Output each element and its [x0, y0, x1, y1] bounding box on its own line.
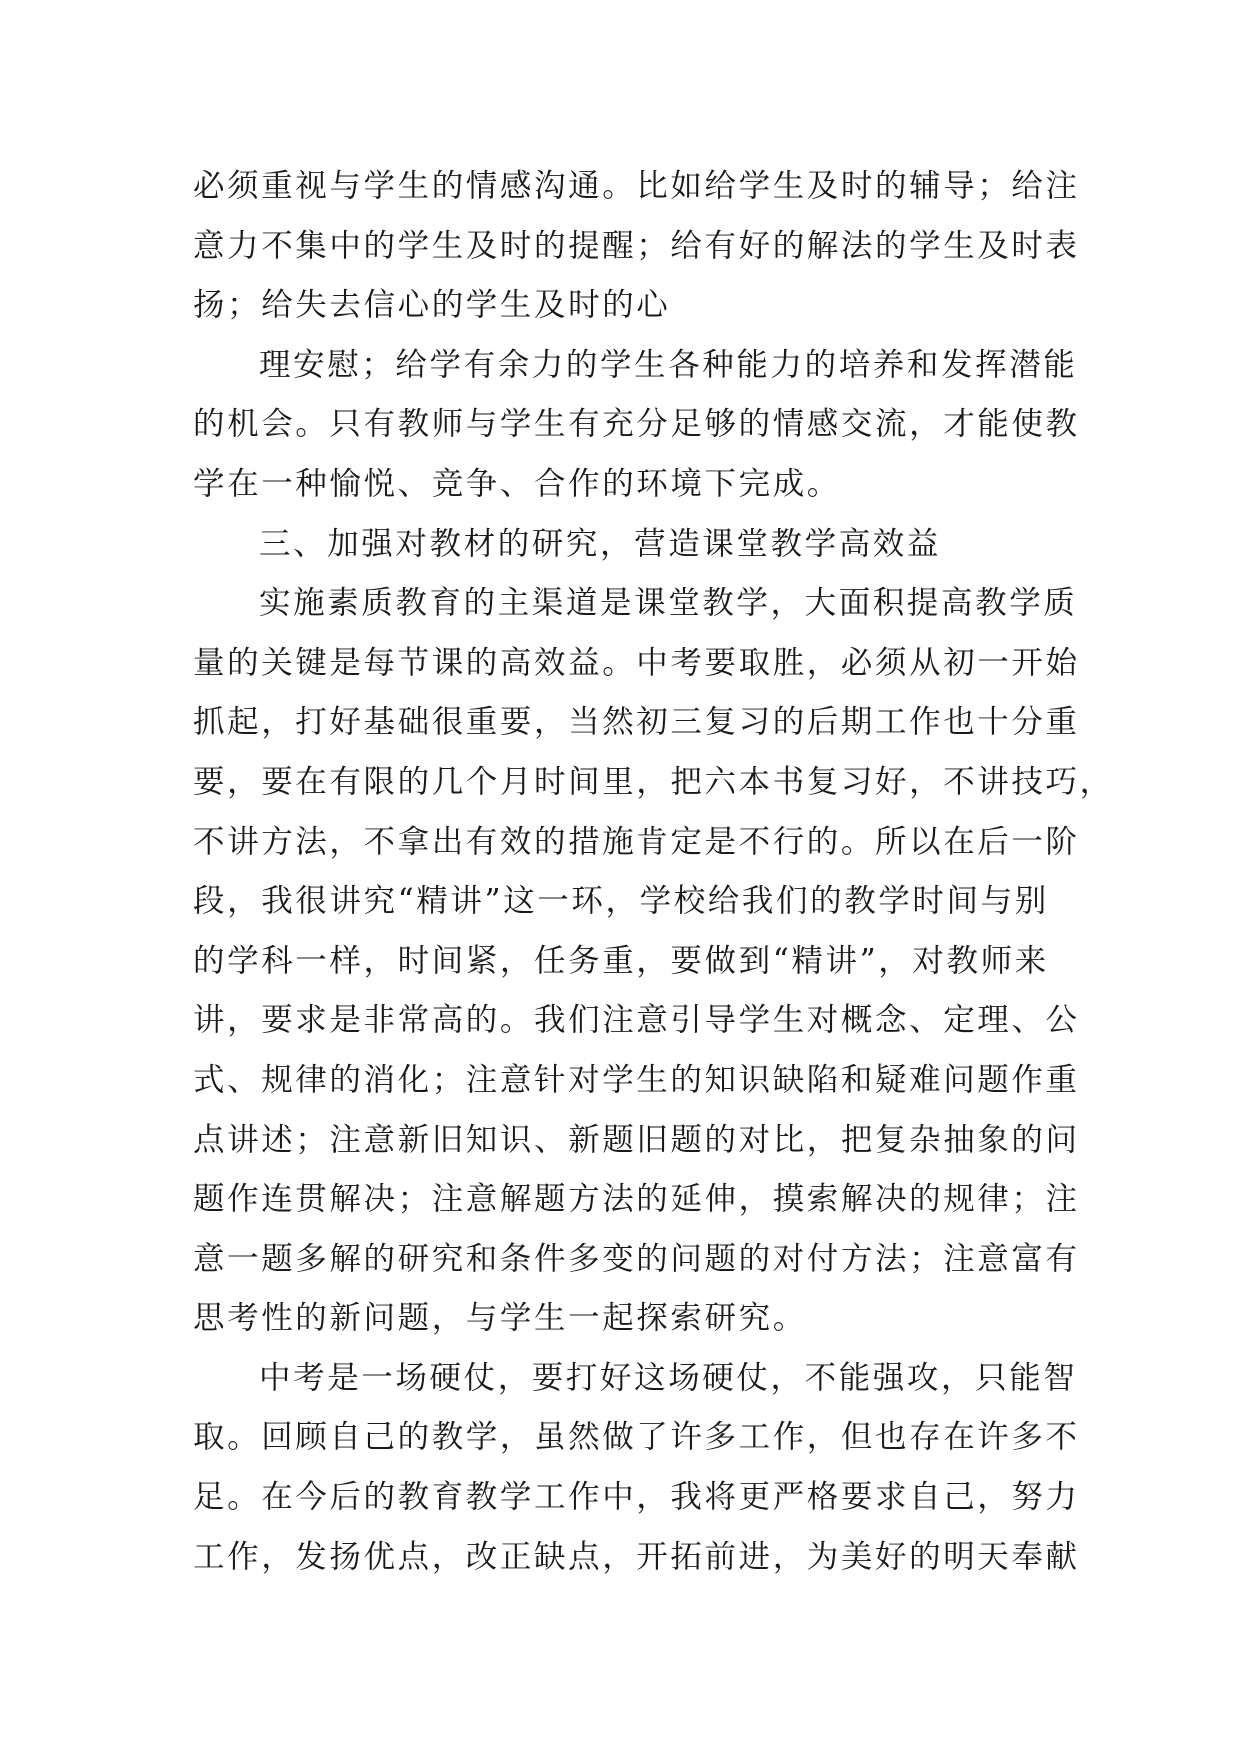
- text-line: 扬；给失去信心的学生及时的心: [193, 287, 671, 324]
- section-heading: 三、加强对教材的研究，营造课堂教学高效益: [259, 525, 942, 562]
- text-line: 点讲述；注意新旧知识、新题旧题的对比，把复杂抽象的问: [193, 1121, 1080, 1158]
- text-line: 的学科一样，时间紧，任务重，要做到“精讲”，对教师来: [193, 942, 1049, 979]
- text-line: 意力不集中的学生及时的提醒；给有好的解法的学生及时表: [193, 227, 1080, 264]
- text-line: 的机会。只有教师与学生有充分足够的情感交流，才能使教: [193, 406, 1080, 443]
- text-line: 讲，要求是非常高的。我们注意引导学生对概念、定理、公: [193, 1002, 1080, 1039]
- text-line: 量的关键是每节课的高效益。中考要取胜，必须从初一开始: [193, 644, 1080, 681]
- text-line: 取。回顾自己的教学，虽然做了许多工作，但也存在许多不: [193, 1419, 1080, 1456]
- document-body: [193, 157, 1114, 1587]
- text-line: 意一题多解的研究和条件多变的问题的对付方法；注意富有: [193, 1240, 1080, 1277]
- text-line: 要，要在有限的几个月时间里，把六本书复习好，不讲技巧，: [193, 763, 1114, 800]
- text-line: 题作连贯解决；注意解题方法的延伸，摸索解决的规律；注: [193, 1181, 1080, 1218]
- text-line: 学在一种愉悦、竞争、合作的环境下完成。: [193, 465, 841, 502]
- text-line: 工作，发扬优点，改正缺点，开拓前进，为美好的明天奉献: [193, 1538, 1080, 1575]
- text-line: 思考性的新问题，与学生一起探索研究。: [193, 1300, 807, 1337]
- text-line: 不讲方法，不拿出有效的措施肯定是不行的。所以在后一阶: [193, 823, 1080, 860]
- text-line: 中考是一场硬仗，要打好这场硬仗，不能强攻，只能智: [259, 1359, 1078, 1396]
- text-line: 段，我很讲究“精讲”这一环，学校给我们的教学时间与别: [193, 883, 1049, 920]
- text-line: 足。在今后的教育教学工作中，我将更严格要求自己，努力: [193, 1479, 1080, 1516]
- text-line: 必须重视与学生的情感沟通。比如给学生及时的辅导；给注: [193, 168, 1080, 204]
- text-line: 式、规律的消化；注意针对学生的知识缺陷和疑难问题作重: [193, 1061, 1080, 1098]
- text-line: 实施素质教育的主渠道是课堂教学，大面积提高教学质: [259, 585, 1078, 622]
- text-line: 理安慰；给学有余力的学生各种能力的培养和发挥潜能: [259, 346, 1078, 383]
- text-line: 抓起，打好基础很重要，当然初三复习的后期工作也十分重: [193, 704, 1080, 741]
